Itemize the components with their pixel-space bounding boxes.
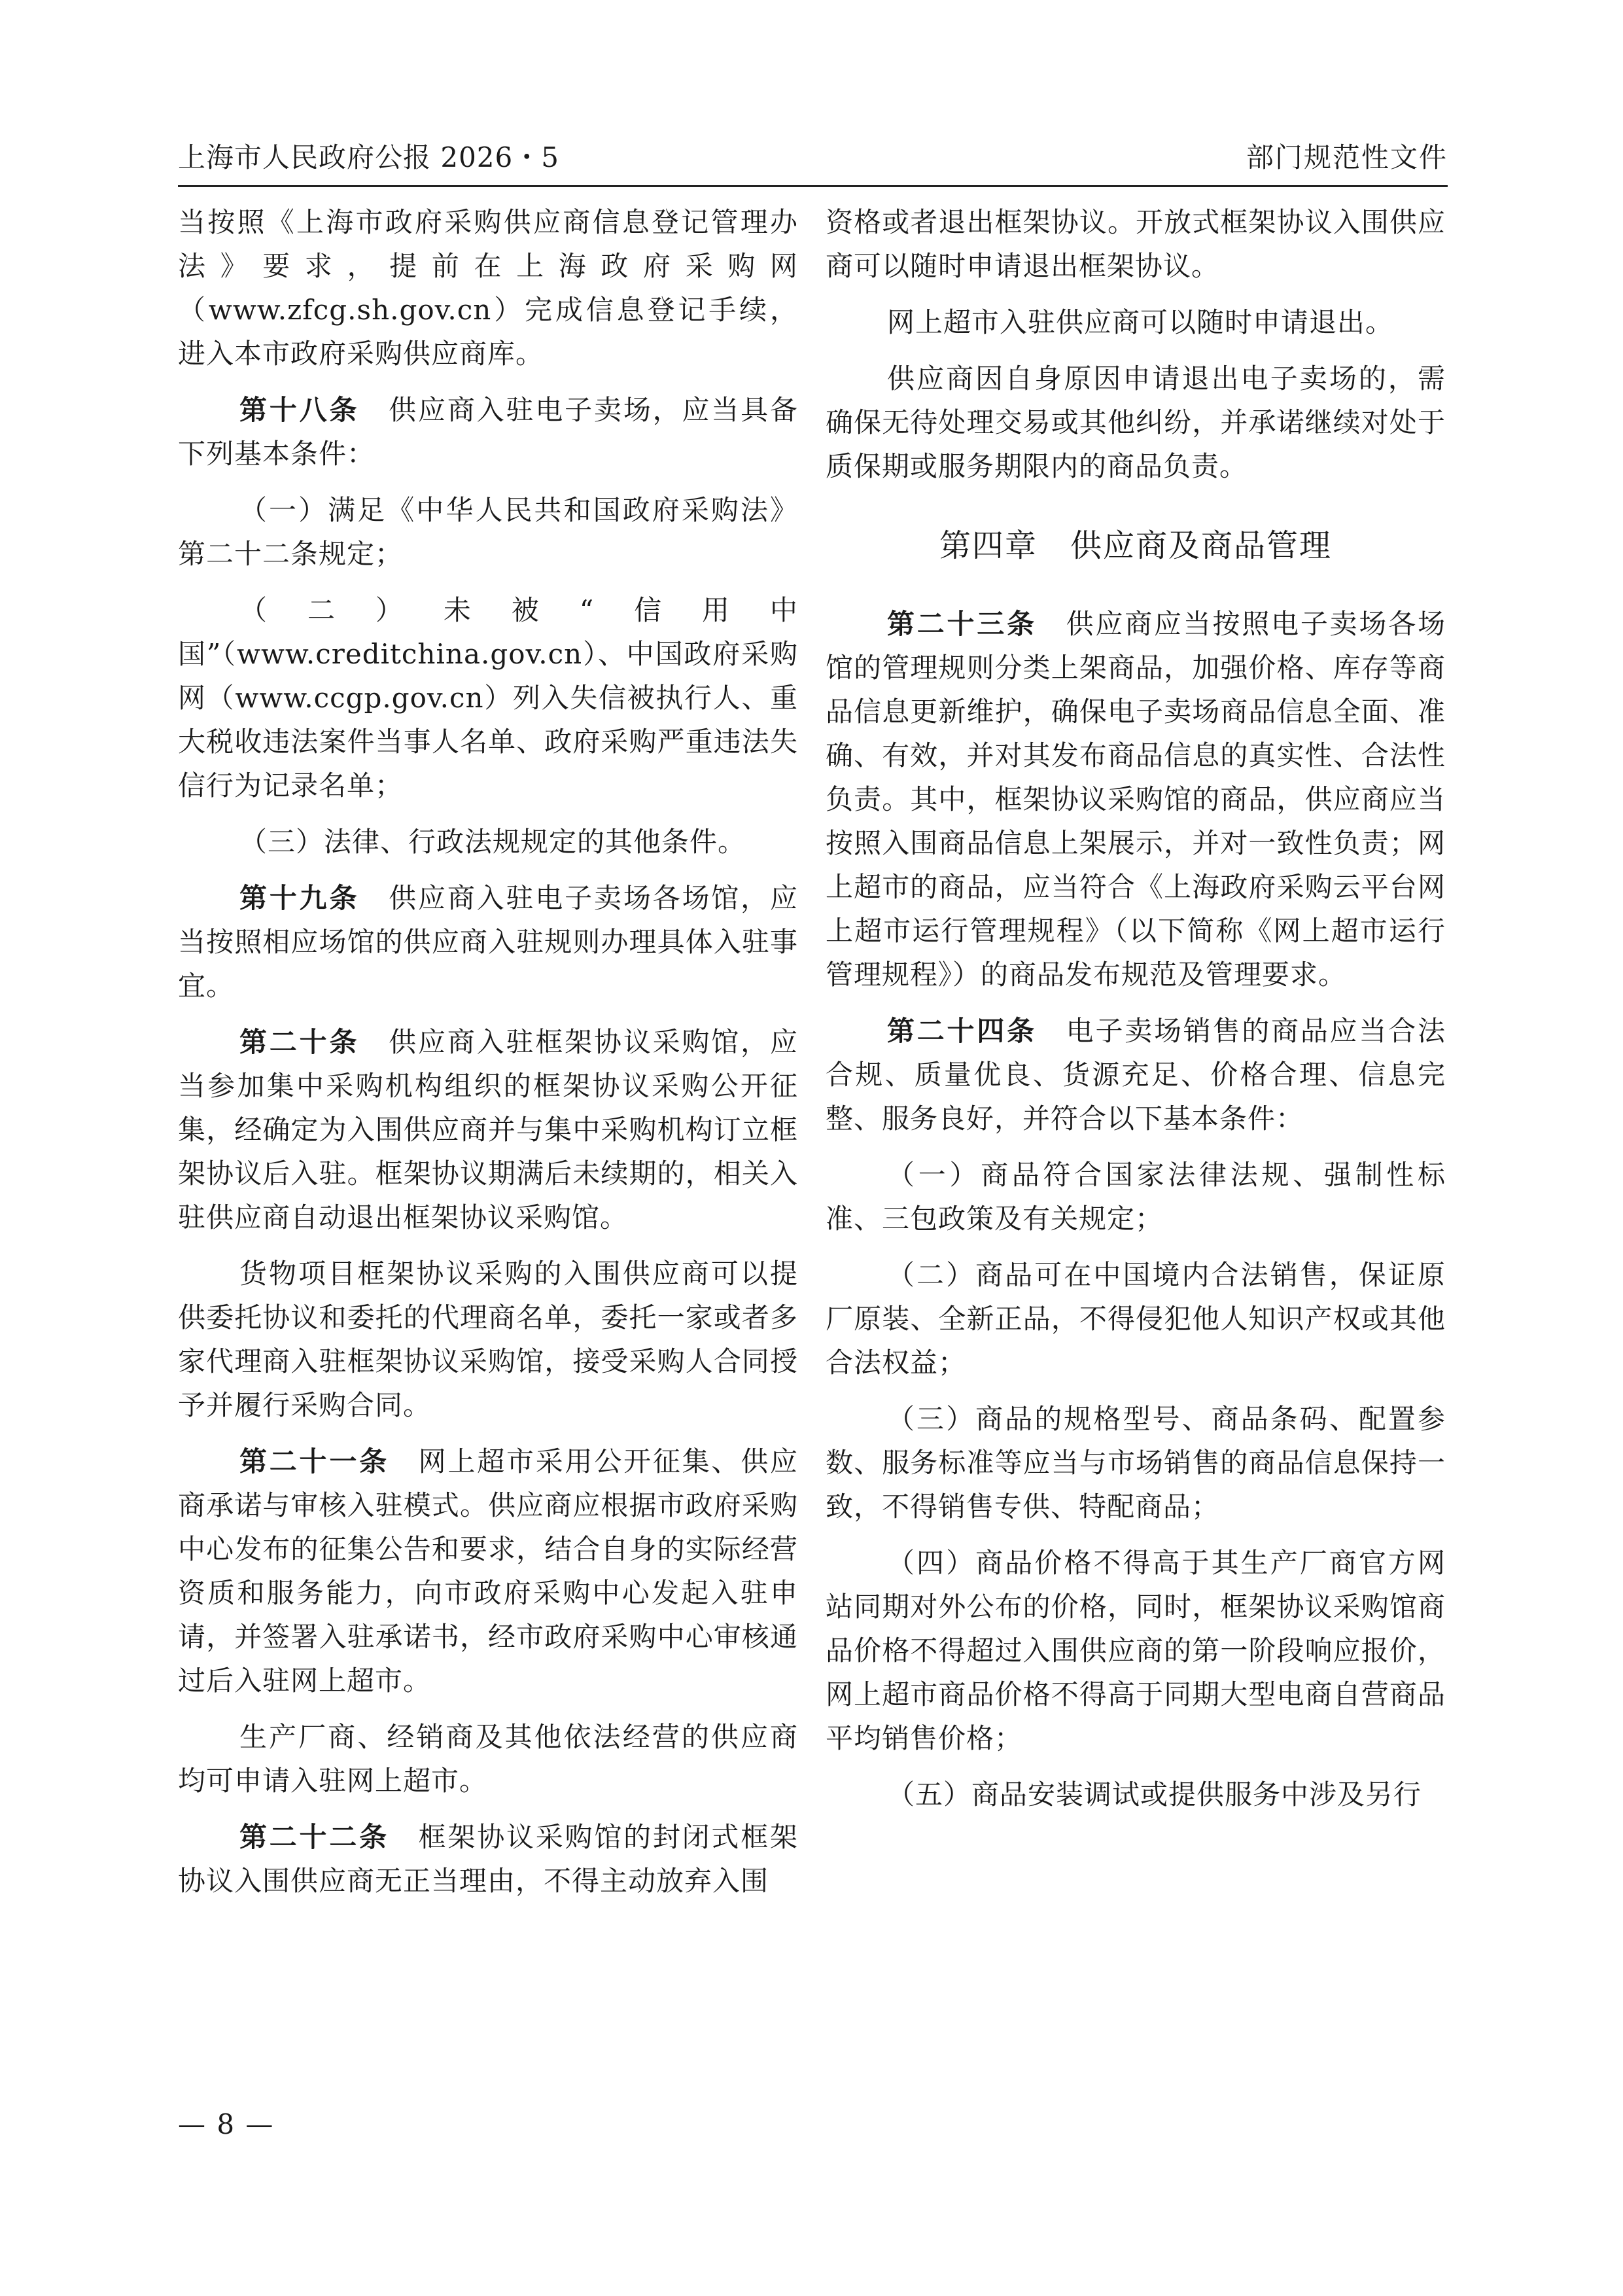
- article-paragraph: [178, 388, 798, 476]
- article-number: 第二十四条: [887, 1015, 1037, 1047]
- article-number: 第十九条: [239, 882, 360, 914]
- paragraph-text: 框架协议采购馆的封闭式框架协议入围供应商无正当理由，不得主动放弃入围: [178, 1821, 798, 1897]
- article-number: 第二十三条: [887, 608, 1037, 640]
- right-column-top: [826, 200, 1446, 488]
- paragraph-text: （三）商品的规格型号、商品条码、配置参数、服务标准等应当与市场销售的商品信息保持一致，不得销售专供、特配商品；: [826, 1403, 1446, 1523]
- paragraph-text: 资格或者退出框架协议。开放式框架协议入围供应商可以随时申请退出框架协议。: [826, 206, 1446, 282]
- paragraph-text: （四）商品价格不得高于其生产厂商官方网站同期对外公布的价格，同时，框架协议采购馆商品价格不得超过入围供应商的第一阶段响应报价，网上超市商品价格不得高于同期大型电商自营商品平均销售价格；: [826, 1547, 1446, 1754]
- article-number: 第二十二条: [239, 1821, 389, 1853]
- chapter-title: 第四章 供应商及商品管理: [939, 527, 1332, 564]
- article-number: 第十八条: [239, 394, 360, 426]
- paragraph-text: 供应商入驻电子卖场各场馆，应当按照相应场馆的供应商入驻规则办理具体入驻事宜。: [178, 882, 798, 1002]
- header-divider: [178, 185, 1448, 187]
- paragraph-text: 供应商因自身原因申请退出电子卖场的，需确保无待处理交易或其他纠纷，并承诺继续对处于质保期或服务期限内的商品负责。: [826, 362, 1446, 482]
- paragraph-text: 当按照《上海市政府采购供应商信息登记管理办法》要求，提前在上海政府采购网（www.zfcg.sh.gov.cn）完成信息登记手续，进入本市政府采购供应商库。: [178, 206, 798, 370]
- paragraph-text: 供应商入驻框架协议采购馆，应当参加集中采购机构组织的框架协议采购公开征集，经确定为入围供应商并与集中采购机构订立框架协议后入驻。框架协议期满后未续期的，相关入驻供应商自动退出框架协议采购馆。: [178, 1026, 798, 1233]
- article-paragraph: [826, 602, 1446, 997]
- paragraph-text: （一）满足《中华人民共和国政府采购法》第二十二条规定；: [178, 494, 798, 570]
- article-paragraph: [178, 1439, 798, 1703]
- paragraph-text: （二）商品可在中国境内合法销售，保证原厂原装、全新正品，不得侵犯他人知识产权或其他合法权益；: [826, 1259, 1446, 1379]
- paragraph: [826, 200, 1446, 288]
- paragraph-text: 网上超市采用公开征集、供应商承诺与审核入驻模式。供应商应根据市政府采购中心发布的征集公告和要求，结合自身的实际经营资质和服务能力，向市政府采购中心发起入驻申请，并签署入驻承诺书，经市政府采购中心审核通过后入驻网上超市。: [178, 1445, 798, 1697]
- paragraph: [826, 1541, 1446, 1760]
- paragraph: [178, 588, 798, 807]
- paragraph: [826, 1253, 1446, 1385]
- paragraph: [826, 357, 1446, 488]
- paragraph: [826, 1153, 1446, 1241]
- paragraph-text: 货物项目框架协议采购的入围供应商可以提供委托协议和委托的代理商名单，委托一家或者多家代理商入驻框架协议采购馆，接受采购人合同授予并履行采购合同。: [178, 1258, 798, 1421]
- header-publication-title: 上海市人民政府公报 2026・5: [178, 141, 559, 173]
- paragraph: [826, 300, 1446, 344]
- article-paragraph: [178, 1020, 798, 1239]
- paragraph-text: （五）商品安装调试或提供服务中涉及另行: [887, 1778, 1422, 1810]
- left-column: [178, 200, 798, 1915]
- header-section-title: 部门规范性文件: [1246, 141, 1448, 173]
- paragraph: [178, 820, 798, 864]
- paragraph: [826, 1397, 1446, 1528]
- article-paragraph: [826, 1009, 1446, 1140]
- paragraph: [178, 1715, 798, 1803]
- paragraph-text: 供应商应当按照电子卖场各场馆的管理规则分类上架商品，加强价格、库存等商品信息更新维护，确保电子卖场商品信息全面、准确、有效，并对其发布商品信息的真实性、合法性负责。其中，框架协议采购馆的商品，供应商应当按照入围商品信息上架展示，并对一致性负责；网上超市的商品，应当符合《上海政府采购云平台网上超市运行管理规程》（以下简称《网上超市运行管理规程》）的商品发布规范及管理要求。: [826, 608, 1446, 991]
- article-number: 第二十一条: [239, 1445, 389, 1477]
- paragraph-text: （三）法律、行政法规规定的其他条件。: [239, 826, 746, 858]
- right-column-bottom: [826, 602, 1446, 1816]
- right-column: [826, 200, 1446, 1829]
- article-paragraph: [178, 1815, 798, 1903]
- article-number: 第二十条: [239, 1026, 360, 1058]
- paragraph-text: （二）未被“信用中国”（www.creditchina.gov.cn）、中国政府采购网（www.ccgp.gov.cn）列入失信被执行人、重大税收违法案件当事人名单、政府采购严重违法失信行为记录名单；: [178, 594, 798, 802]
- paragraph-text: 电子卖场销售的商品应当合法合规、质量优良、货源充足、价格合理、信息完整、服务良好，并符合以下基本条件：: [826, 1015, 1446, 1135]
- paragraph: [178, 1252, 798, 1427]
- paragraph: [178, 200, 798, 376]
- paragraph-text: 网上超市入驻供应商可以随时申请退出。: [887, 306, 1394, 338]
- paragraph-text: （一）商品符合国家法律法规、强制性标准、三包政策及有关规定；: [826, 1159, 1446, 1235]
- page-number: — 8 —: [178, 2108, 275, 2140]
- paragraph-text: 供应商入驻电子卖场，应当具备下列基本条件：: [178, 394, 798, 470]
- paragraph: [178, 488, 798, 576]
- article-paragraph: [178, 876, 798, 1008]
- paragraph-text: 生产厂商、经销商及其他依法经营的供应商均可申请入驻网上超市。: [178, 1721, 798, 1797]
- paragraph: [826, 1773, 1446, 1816]
